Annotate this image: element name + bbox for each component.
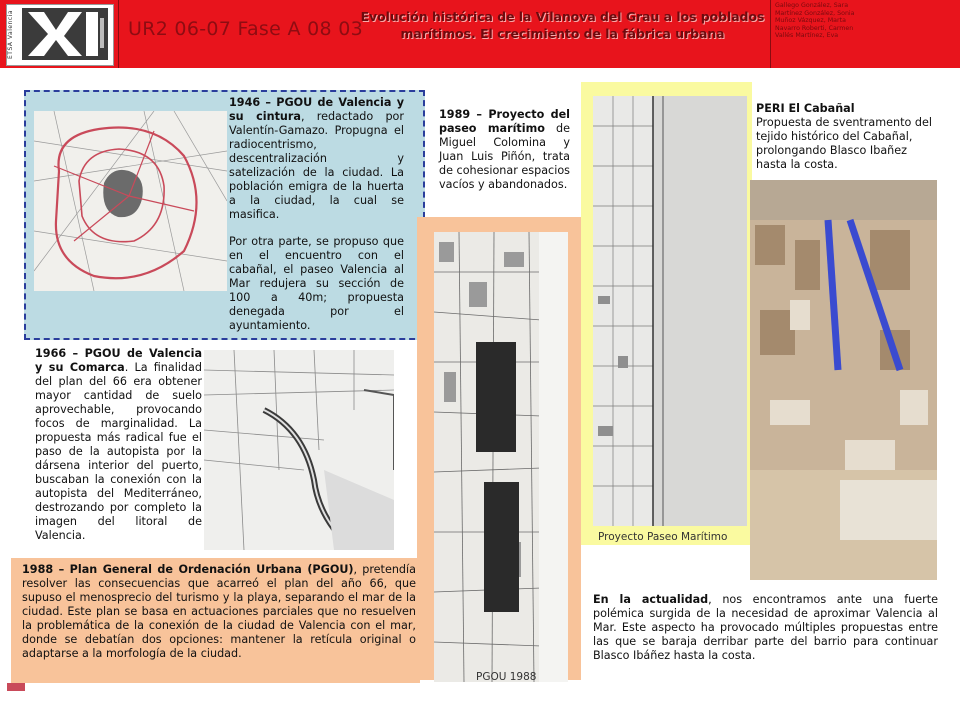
map-1966-image [204,350,394,550]
page-title: Evolución histórica de la Vilanova del Grau a los poblados marítimos. El crecimiento de la fábrica urbana [360,9,765,41]
text-peri [756,102,940,172]
text-actualidad [593,593,938,663]
body-peri: Propuesta de sventramento del tejido histórico del Cabañal, prolongando Blasco Ibañez hasta la costa. [756,116,933,171]
body-1966: . La finalidad del plan del 66 era obtener mayor cantidad de suelo aprovechable, provocando focos de marginalidad. La propuesta más radical fue el paso de la autopista por la dársena interior del puerto, buscaban la conexión con la autopista del Mediterráneo, destrozando por completo la imagen del litoral de Valencia. [35,361,202,542]
header-divider [118,0,119,68]
author-list [775,2,875,40]
heading-1946: 1946 – PGOU de Valencia y su cintura [229,96,404,123]
caption-pgou-1988: PGOU 1988 [476,671,537,683]
caption-paseo-maritimo: Proyecto Paseo Marítimo [598,531,728,543]
text-1989 [439,108,570,192]
body-1946: , redactado por Valentín-Gamazo. Propugna el radiocentrismo, descentralización y satelización de la ciudad. La población emigra de la huerta a la ciudad, la cual se masifica. [229,110,404,221]
text-1988 [22,563,416,661]
author-name: Vallés Martínez, Eva [775,32,839,40]
body-1989: de Miguel Colomina y Juan Luis Piñón, trata de cohesionar espacios vacíos y abandonados. [439,122,570,191]
heading-peri: PERI El Cabañal [756,102,855,115]
logo-mark [22,8,108,60]
text-1966 [35,347,202,543]
header-divider [770,0,771,68]
author-name: Muñoz Vázquez, Marta [775,17,846,25]
author-name: Gallego González, Sara [775,2,849,9]
map-pgou-1988-image [434,232,568,682]
body-1988: , pretendía resolver las consecuencias que acarreó el plan del año 66, que supuso el menosprecio del turismo y la playa, separando el mar de la ciudad. Este plan se basa en actuaciones parciales que no resuelven la problemática de la conexión de la ciudad de Valencia con el mar, donde se debatían dos opciones: mantener la retícula original o adaptarse a la morfología de la ciudad. [22,563,416,660]
author-name: Navarro Roberti, Carmen [775,24,854,32]
heading-actualidad: En la actualidad [593,593,709,606]
body-actualidad: , nos encontramos ante una fuerte polémica surgida de la necesidad de aproximar Valencia al Mar. Este aspecto ha provocado múltiples propuestas entre las que se baraja derribar parte del barrio para continuar Blasco Ibáñez hasta la costa. [593,593,938,662]
corner-mark [7,683,25,691]
heading-1988: 1988 – Plan General de Ordenación Urbana (PGOU) [22,563,354,576]
text-1946 [229,96,404,222]
document-code: UR2 06-07 Fase A 08 03 [128,18,363,40]
text-1946-second: Por otra parte, se propuso que en el encuentro con el cabañal, el paseo Valencia al Mar redujera su sección de 100 a 40m; propuesta denegada por el ayuntamiento. [229,235,404,332]
author-name: Martínez González, Sonia [775,9,855,17]
logo-vertical-text: ETSA Valencia [7,9,14,59]
aerial-photo-cabanal [750,180,937,580]
paseo-maritimo-plan-image [593,96,747,526]
heading-1966: 1966 – PGOU de Valencia y su Comarca [35,347,202,374]
map-1946-image [34,111,227,291]
heading-1989: 1989 – Proyecto del paseo marítimo [439,108,570,135]
